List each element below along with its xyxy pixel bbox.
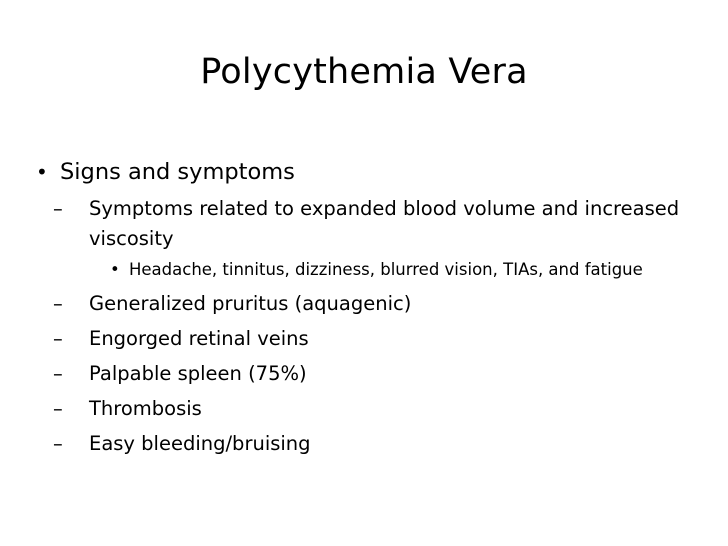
- dash-icon: –: [53, 197, 63, 220]
- dash-icon: –: [53, 327, 63, 350]
- dash-icon: –: [53, 432, 63, 455]
- subbullet-symptoms-volume-viscosity: [53, 194, 696, 254]
- slide-content: [36, 154, 696, 464]
- slide-title: Polycythemia Vera: [200, 52, 528, 92]
- subbullet-text: Thrombosis: [89, 397, 202, 420]
- subbullet-text: Generalized pruritus (aquagenic): [89, 292, 412, 315]
- subbullet-text: Symptoms related to expanded blood volume and increased viscosity: [89, 197, 680, 250]
- dash-icon: –: [53, 397, 63, 420]
- subsubbullet-headache-list: [91, 258, 659, 281]
- bullet-dot-icon: •: [110, 260, 120, 279]
- subbullet-text: Easy bleeding/bruising: [89, 432, 311, 455]
- dash-icon: –: [53, 292, 63, 315]
- subbullet-thrombosis: [53, 394, 696, 424]
- bullet-signs-and-symptoms: [36, 154, 696, 190]
- bullet-text: Signs and symptoms: [60, 159, 295, 185]
- subbullet-text: Palpable spleen (75%): [89, 362, 307, 385]
- subbullet-generalized-pruritus: [53, 289, 696, 319]
- bullet-dot-icon: •: [36, 160, 48, 184]
- subbullet-engorged-retinal-veins: [53, 324, 696, 354]
- subsubbullet-text: Headache, tinnitus, dizziness, blurred vision, TIAs, and fatigue: [129, 260, 643, 279]
- subbullet-text: Engorged retinal veins: [89, 327, 309, 350]
- subbullet-easy-bleeding-bruising: [53, 429, 696, 459]
- subbullet-palpable-spleen: [53, 359, 696, 389]
- dash-icon: –: [53, 362, 63, 385]
